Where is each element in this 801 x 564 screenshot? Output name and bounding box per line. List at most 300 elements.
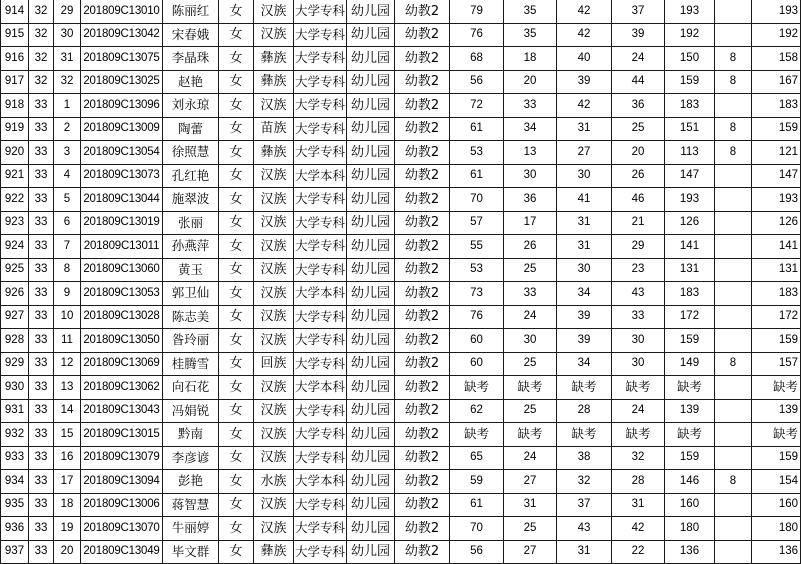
seat-cell[interactable]: 13	[54, 376, 81, 400]
score-3-cell[interactable]: 28	[557, 399, 612, 423]
total-score-cell[interactable]: 172	[665, 305, 715, 329]
school-level-cell[interactable]: 幼儿园	[347, 94, 395, 118]
subject-cell[interactable]: 幼教2	[395, 117, 450, 141]
bonus-points-cell[interactable]	[715, 282, 752, 306]
exam-number-cell[interactable]: 201809C13094	[81, 470, 163, 494]
ethnicity-cell[interactable]: 汉族	[254, 211, 294, 235]
table-row[interactable]	[1, 305, 801, 329]
final-score-cell[interactable]: 180	[752, 517, 801, 541]
ethnicity-cell[interactable]: 回族	[254, 352, 294, 376]
score-3-cell[interactable]: 38	[557, 446, 612, 470]
bonus-points-cell[interactable]: 8	[715, 470, 752, 494]
seq-cell[interactable]: 915	[1, 23, 29, 47]
final-score-cell[interactable]: 131	[752, 258, 801, 282]
final-score-cell[interactable]: 缺考	[752, 376, 801, 400]
score-2-cell[interactable]: 33	[504, 94, 557, 118]
ethnicity-cell[interactable]: 汉族	[254, 305, 294, 329]
education-cell[interactable]: 大学专科	[294, 23, 347, 47]
room-cell[interactable]: 33	[29, 446, 54, 470]
bonus-points-cell[interactable]	[715, 399, 752, 423]
seat-cell[interactable]: 11	[54, 329, 81, 353]
final-score-cell[interactable]: 159	[752, 446, 801, 470]
final-score-cell[interactable]: 126	[752, 211, 801, 235]
table-row[interactable]	[1, 282, 801, 306]
ethnicity-cell[interactable]: 水族	[254, 470, 294, 494]
subject-cell[interactable]: 幼教2	[395, 399, 450, 423]
exam-number-cell[interactable]: 201809C13054	[81, 141, 163, 165]
exam-number-cell[interactable]: 201809C13044	[81, 188, 163, 212]
education-cell[interactable]: 大学专科	[294, 540, 347, 564]
school-level-cell[interactable]: 幼儿园	[347, 305, 395, 329]
ethnicity-cell[interactable]: 汉族	[254, 376, 294, 400]
candidate-name-cell[interactable]: 陶蕾	[163, 117, 219, 141]
bonus-points-cell[interactable]	[715, 305, 752, 329]
score-4-cell[interactable]: 缺考	[612, 423, 665, 447]
score-2-cell[interactable]: 25	[504, 352, 557, 376]
school-level-cell[interactable]: 幼儿园	[347, 446, 395, 470]
score-2-cell[interactable]: 34	[504, 117, 557, 141]
table-row[interactable]	[1, 446, 801, 470]
seq-cell[interactable]: 929	[1, 352, 29, 376]
score-2-cell[interactable]: 13	[504, 141, 557, 165]
subject-cell[interactable]: 幼教2	[395, 23, 450, 47]
room-cell[interactable]: 33	[29, 258, 54, 282]
score-3-cell[interactable]: 41	[557, 188, 612, 212]
education-cell[interactable]: 大学专科	[294, 329, 347, 353]
total-score-cell[interactable]: 150	[665, 47, 715, 71]
final-score-cell[interactable]: 141	[752, 235, 801, 259]
subject-cell[interactable]: 幼教2	[395, 493, 450, 517]
score-3-cell[interactable]: 34	[557, 352, 612, 376]
score-4-cell[interactable]: 缺考	[612, 376, 665, 400]
education-cell[interactable]: 大学专科	[294, 258, 347, 282]
gender-cell[interactable]: 女	[219, 117, 254, 141]
exam-number-cell[interactable]: 201809C13079	[81, 446, 163, 470]
candidate-name-cell[interactable]: 孙燕萍	[163, 235, 219, 259]
total-score-cell[interactable]: 147	[665, 164, 715, 188]
score-3-cell[interactable]: 31	[557, 540, 612, 564]
score-3-cell[interactable]: 缺考	[557, 423, 612, 447]
score-1-cell[interactable]: 55	[450, 235, 504, 259]
total-score-cell[interactable]: 149	[665, 352, 715, 376]
gender-cell[interactable]: 女	[219, 493, 254, 517]
final-score-cell[interactable]: 192	[752, 23, 801, 47]
score-1-cell[interactable]: 76	[450, 23, 504, 47]
final-score-cell[interactable]: 167	[752, 70, 801, 94]
candidate-name-cell[interactable]: 赵艳	[163, 70, 219, 94]
score-3-cell[interactable]: 42	[557, 94, 612, 118]
school-level-cell[interactable]: 幼儿园	[347, 164, 395, 188]
exam-number-cell[interactable]: 201809C13069	[81, 352, 163, 376]
education-cell[interactable]: 大学本科	[294, 376, 347, 400]
gender-cell[interactable]: 女	[219, 23, 254, 47]
subject-cell[interactable]: 幼教2	[395, 423, 450, 447]
exam-number-cell[interactable]: 201809C13050	[81, 329, 163, 353]
score-1-cell[interactable]: 73	[450, 282, 504, 306]
seat-cell[interactable]: 20	[54, 540, 81, 564]
education-cell[interactable]: 大学专科	[294, 423, 347, 447]
score-1-cell[interactable]: 53	[450, 258, 504, 282]
school-level-cell[interactable]: 幼儿园	[347, 493, 395, 517]
total-score-cell[interactable]: 193	[665, 0, 715, 23]
score-1-cell[interactable]: 70	[450, 517, 504, 541]
gender-cell[interactable]: 女	[219, 235, 254, 259]
score-2-cell[interactable]: 25	[504, 258, 557, 282]
gender-cell[interactable]: 女	[219, 211, 254, 235]
candidate-name-cell[interactable]: 冯娟锐	[163, 399, 219, 423]
school-level-cell[interactable]: 幼儿园	[347, 352, 395, 376]
gender-cell[interactable]: 女	[219, 305, 254, 329]
school-level-cell[interactable]: 幼儿园	[347, 235, 395, 259]
subject-cell[interactable]: 幼教2	[395, 94, 450, 118]
ethnicity-cell[interactable]: 汉族	[254, 23, 294, 47]
candidate-name-cell[interactable]: 李彦谚	[163, 446, 219, 470]
score-2-cell[interactable]: 27	[504, 470, 557, 494]
subject-cell[interactable]: 幼教2	[395, 258, 450, 282]
candidate-name-cell[interactable]: 黄玉	[163, 258, 219, 282]
total-score-cell[interactable]: 159	[665, 329, 715, 353]
seat-cell[interactable]: 17	[54, 470, 81, 494]
exam-number-cell[interactable]: 201809C13010	[81, 0, 163, 23]
table-row[interactable]	[1, 235, 801, 259]
room-cell[interactable]: 32	[29, 23, 54, 47]
bonus-points-cell[interactable]	[715, 446, 752, 470]
room-cell[interactable]: 33	[29, 493, 54, 517]
total-score-cell[interactable]: 192	[665, 23, 715, 47]
score-2-cell[interactable]: 30	[504, 164, 557, 188]
final-score-cell[interactable]: 147	[752, 164, 801, 188]
seq-cell[interactable]: 921	[1, 164, 29, 188]
ethnicity-cell[interactable]: 汉族	[254, 235, 294, 259]
bonus-points-cell[interactable]	[715, 0, 752, 23]
gender-cell[interactable]: 女	[219, 282, 254, 306]
ethnicity-cell[interactable]: 汉族	[254, 517, 294, 541]
candidate-name-cell[interactable]: 桂腾雪	[163, 352, 219, 376]
total-score-cell[interactable]: 151	[665, 117, 715, 141]
table-row[interactable]	[1, 493, 801, 517]
final-score-cell[interactable]: 121	[752, 141, 801, 165]
gender-cell[interactable]: 女	[219, 188, 254, 212]
seq-cell[interactable]: 924	[1, 235, 29, 259]
table-row[interactable]	[1, 399, 801, 423]
candidate-name-cell[interactable]: 刘永琼	[163, 94, 219, 118]
ethnicity-cell[interactable]: 汉族	[254, 258, 294, 282]
school-level-cell[interactable]: 幼儿园	[347, 376, 395, 400]
score-4-cell[interactable]: 32	[612, 446, 665, 470]
bonus-points-cell[interactable]	[715, 376, 752, 400]
score-3-cell[interactable]: 39	[557, 305, 612, 329]
room-cell[interactable]: 33	[29, 399, 54, 423]
score-1-cell[interactable]: 65	[450, 446, 504, 470]
candidate-name-cell[interactable]: 李晶珠	[163, 47, 219, 71]
score-4-cell[interactable]: 20	[612, 141, 665, 165]
exam-number-cell[interactable]: 201809C13015	[81, 423, 163, 447]
ethnicity-cell[interactable]: 彝族	[254, 70, 294, 94]
education-cell[interactable]: 大学专科	[294, 188, 347, 212]
table-row[interactable]	[1, 540, 801, 564]
room-cell[interactable]: 33	[29, 305, 54, 329]
ethnicity-cell[interactable]: 汉族	[254, 164, 294, 188]
gender-cell[interactable]: 女	[219, 258, 254, 282]
education-cell[interactable]: 大学专科	[294, 517, 347, 541]
gender-cell[interactable]: 女	[219, 47, 254, 71]
room-cell[interactable]: 33	[29, 470, 54, 494]
seq-cell[interactable]: 916	[1, 47, 29, 71]
score-1-cell[interactable]: 缺考	[450, 423, 504, 447]
room-cell[interactable]: 33	[29, 376, 54, 400]
score-3-cell[interactable]: 34	[557, 282, 612, 306]
subject-cell[interactable]: 幼教2	[395, 0, 450, 23]
subject-cell[interactable]: 幼教2	[395, 329, 450, 353]
seq-cell[interactable]: 927	[1, 305, 29, 329]
subject-cell[interactable]: 幼教2	[395, 540, 450, 564]
score-4-cell[interactable]: 37	[612, 0, 665, 23]
ethnicity-cell[interactable]: 汉族	[254, 0, 294, 23]
total-score-cell[interactable]: 146	[665, 470, 715, 494]
seq-cell[interactable]: 920	[1, 141, 29, 165]
school-level-cell[interactable]: 幼儿园	[347, 0, 395, 23]
score-4-cell[interactable]: 43	[612, 282, 665, 306]
score-4-cell[interactable]: 23	[612, 258, 665, 282]
seq-cell[interactable]: 934	[1, 470, 29, 494]
subject-cell[interactable]: 幼教2	[395, 470, 450, 494]
ethnicity-cell[interactable]: 汉族	[254, 399, 294, 423]
candidate-name-cell[interactable]: 向石花	[163, 376, 219, 400]
room-cell[interactable]: 33	[29, 117, 54, 141]
bonus-points-cell[interactable]	[715, 540, 752, 564]
subject-cell[interactable]: 幼教2	[395, 352, 450, 376]
score-4-cell[interactable]: 44	[612, 70, 665, 94]
final-score-cell[interactable]: 159	[752, 329, 801, 353]
score-1-cell[interactable]: 76	[450, 305, 504, 329]
seat-cell[interactable]: 29	[54, 0, 81, 23]
score-3-cell[interactable]: 43	[557, 517, 612, 541]
seat-cell[interactable]: 30	[54, 23, 81, 47]
ethnicity-cell[interactable]: 汉族	[254, 188, 294, 212]
bonus-points-cell[interactable]: 8	[715, 70, 752, 94]
seq-cell[interactable]: 937	[1, 540, 29, 564]
exam-number-cell[interactable]: 201809C13011	[81, 235, 163, 259]
seq-cell[interactable]: 923	[1, 211, 29, 235]
table-row[interactable]	[1, 70, 801, 94]
score-4-cell[interactable]: 22	[612, 540, 665, 564]
bonus-points-cell[interactable]	[715, 329, 752, 353]
table-row[interactable]	[1, 423, 801, 447]
bonus-points-cell[interactable]	[715, 23, 752, 47]
room-cell[interactable]: 33	[29, 211, 54, 235]
score-2-cell[interactable]: 27	[504, 540, 557, 564]
score-3-cell[interactable]: 27	[557, 141, 612, 165]
candidate-name-cell[interactable]: 昝玲丽	[163, 329, 219, 353]
score-2-cell[interactable]: 25	[504, 399, 557, 423]
score-1-cell[interactable]: 56	[450, 70, 504, 94]
room-cell[interactable]: 33	[29, 517, 54, 541]
score-2-cell[interactable]: 30	[504, 329, 557, 353]
score-1-cell[interactable]: 72	[450, 94, 504, 118]
score-3-cell[interactable]: 39	[557, 70, 612, 94]
school-level-cell[interactable]: 幼儿园	[347, 117, 395, 141]
gender-cell[interactable]: 女	[219, 352, 254, 376]
exam-number-cell[interactable]: 201809C13006	[81, 493, 163, 517]
table-row[interactable]	[1, 117, 801, 141]
exam-number-cell[interactable]: 201809C13075	[81, 47, 163, 71]
education-cell[interactable]: 大学专科	[294, 305, 347, 329]
final-score-cell[interactable]: 193	[752, 0, 801, 23]
final-score-cell[interactable]: 183	[752, 94, 801, 118]
seq-cell[interactable]: 925	[1, 258, 29, 282]
score-3-cell[interactable]: 39	[557, 329, 612, 353]
final-score-cell[interactable]: 193	[752, 188, 801, 212]
table-row[interactable]	[1, 329, 801, 353]
final-score-cell[interactable]: 183	[752, 282, 801, 306]
score-2-cell[interactable]: 17	[504, 211, 557, 235]
exam-number-cell[interactable]: 201809C13049	[81, 540, 163, 564]
room-cell[interactable]: 33	[29, 352, 54, 376]
seat-cell[interactable]: 19	[54, 517, 81, 541]
seat-cell[interactable]: 8	[54, 258, 81, 282]
exam-number-cell[interactable]: 201809C13096	[81, 94, 163, 118]
school-level-cell[interactable]: 幼儿园	[347, 141, 395, 165]
total-score-cell[interactable]: 139	[665, 399, 715, 423]
score-1-cell[interactable]: 53	[450, 141, 504, 165]
final-score-cell[interactable]: 缺考	[752, 423, 801, 447]
gender-cell[interactable]: 女	[219, 164, 254, 188]
exam-number-cell[interactable]: 201809C13060	[81, 258, 163, 282]
final-score-cell[interactable]: 154	[752, 470, 801, 494]
seat-cell[interactable]: 3	[54, 141, 81, 165]
seq-cell[interactable]: 918	[1, 94, 29, 118]
subject-cell[interactable]: 幼教2	[395, 211, 450, 235]
seq-cell[interactable]: 936	[1, 517, 29, 541]
ethnicity-cell[interactable]: 汉族	[254, 94, 294, 118]
education-cell[interactable]: 大学本科	[294, 470, 347, 494]
total-score-cell[interactable]: 136	[665, 540, 715, 564]
subject-cell[interactable]: 幼教2	[395, 141, 450, 165]
score-4-cell[interactable]: 25	[612, 117, 665, 141]
bonus-points-cell[interactable]	[715, 423, 752, 447]
score-2-cell[interactable]: 33	[504, 282, 557, 306]
room-cell[interactable]: 32	[29, 0, 54, 23]
education-cell[interactable]: 大学专科	[294, 493, 347, 517]
ethnicity-cell[interactable]: 汉族	[254, 282, 294, 306]
education-cell[interactable]: 大学专科	[294, 352, 347, 376]
gender-cell[interactable]: 女	[219, 376, 254, 400]
exam-number-cell[interactable]: 201809C13009	[81, 117, 163, 141]
subject-cell[interactable]: 幼教2	[395, 282, 450, 306]
score-3-cell[interactable]: 40	[557, 47, 612, 71]
school-level-cell[interactable]: 幼儿园	[347, 540, 395, 564]
room-cell[interactable]: 33	[29, 540, 54, 564]
final-score-cell[interactable]: 158	[752, 47, 801, 71]
total-score-cell[interactable]: 180	[665, 517, 715, 541]
score-4-cell[interactable]: 24	[612, 47, 665, 71]
ethnicity-cell[interactable]: 汉族	[254, 329, 294, 353]
score-2-cell[interactable]: 25	[504, 517, 557, 541]
score-4-cell[interactable]: 26	[612, 164, 665, 188]
bonus-points-cell[interactable]	[715, 164, 752, 188]
score-4-cell[interactable]: 33	[612, 305, 665, 329]
table-row[interactable]	[1, 47, 801, 71]
subject-cell[interactable]: 幼教2	[395, 164, 450, 188]
bonus-points-cell[interactable]: 8	[715, 47, 752, 71]
ethnicity-cell[interactable]: 汉族	[254, 446, 294, 470]
candidate-name-cell[interactable]: 黔南	[163, 423, 219, 447]
gender-cell[interactable]: 女	[219, 423, 254, 447]
seq-cell[interactable]: 932	[1, 423, 29, 447]
score-1-cell[interactable]: 60	[450, 329, 504, 353]
school-level-cell[interactable]: 幼儿园	[347, 23, 395, 47]
seat-cell[interactable]: 12	[54, 352, 81, 376]
score-3-cell[interactable]: 缺考	[557, 376, 612, 400]
score-1-cell[interactable]: 缺考	[450, 376, 504, 400]
school-level-cell[interactable]: 幼儿园	[347, 70, 395, 94]
school-level-cell[interactable]: 幼儿园	[347, 282, 395, 306]
gender-cell[interactable]: 女	[219, 446, 254, 470]
candidate-name-cell[interactable]: 彭艳	[163, 470, 219, 494]
score-4-cell[interactable]: 36	[612, 94, 665, 118]
score-2-cell[interactable]: 20	[504, 70, 557, 94]
score-4-cell[interactable]: 28	[612, 470, 665, 494]
candidate-name-cell[interactable]: 郭卫仙	[163, 282, 219, 306]
school-level-cell[interactable]: 幼儿园	[347, 399, 395, 423]
table-row[interactable]	[1, 517, 801, 541]
bonus-points-cell[interactable]	[715, 517, 752, 541]
room-cell[interactable]: 33	[29, 282, 54, 306]
subject-cell[interactable]: 幼教2	[395, 517, 450, 541]
score-1-cell[interactable]: 59	[450, 470, 504, 494]
total-score-cell[interactable]: 缺考	[665, 423, 715, 447]
room-cell[interactable]: 33	[29, 141, 54, 165]
school-level-cell[interactable]: 幼儿园	[347, 188, 395, 212]
candidate-name-cell[interactable]: 宋春娥	[163, 23, 219, 47]
seat-cell[interactable]: 16	[54, 446, 81, 470]
final-score-cell[interactable]: 157	[752, 352, 801, 376]
seat-cell[interactable]: 1	[54, 94, 81, 118]
gender-cell[interactable]: 女	[219, 517, 254, 541]
final-score-cell[interactable]: 159	[752, 117, 801, 141]
score-2-cell[interactable]: 缺考	[504, 376, 557, 400]
table-row[interactable]	[1, 188, 801, 212]
gender-cell[interactable]: 女	[219, 329, 254, 353]
seat-cell[interactable]: 9	[54, 282, 81, 306]
seat-cell[interactable]: 10	[54, 305, 81, 329]
education-cell[interactable]: 大学专科	[294, 94, 347, 118]
score-1-cell[interactable]: 57	[450, 211, 504, 235]
education-cell[interactable]: 大学专科	[294, 141, 347, 165]
room-cell[interactable]: 32	[29, 70, 54, 94]
final-score-cell[interactable]: 160	[752, 493, 801, 517]
score-3-cell[interactable]: 42	[557, 0, 612, 23]
score-3-cell[interactable]: 32	[557, 470, 612, 494]
table-row[interactable]	[1, 211, 801, 235]
exam-number-cell[interactable]: 201809C13028	[81, 305, 163, 329]
seat-cell[interactable]: 32	[54, 70, 81, 94]
score-2-cell[interactable]: 35	[504, 23, 557, 47]
ethnicity-cell[interactable]: 彝族	[254, 540, 294, 564]
score-3-cell[interactable]: 31	[557, 211, 612, 235]
seq-cell[interactable]: 931	[1, 399, 29, 423]
education-cell[interactable]: 大学专科	[294, 70, 347, 94]
total-score-cell[interactable]: 缺考	[665, 376, 715, 400]
education-cell[interactable]: 大学专科	[294, 235, 347, 259]
seat-cell[interactable]: 2	[54, 117, 81, 141]
score-4-cell[interactable]: 31	[612, 493, 665, 517]
score-3-cell[interactable]: 42	[557, 23, 612, 47]
total-score-cell[interactable]: 183	[665, 282, 715, 306]
subject-cell[interactable]: 幼教2	[395, 376, 450, 400]
school-level-cell[interactable]: 幼儿园	[347, 423, 395, 447]
score-2-cell[interactable]: 18	[504, 47, 557, 71]
